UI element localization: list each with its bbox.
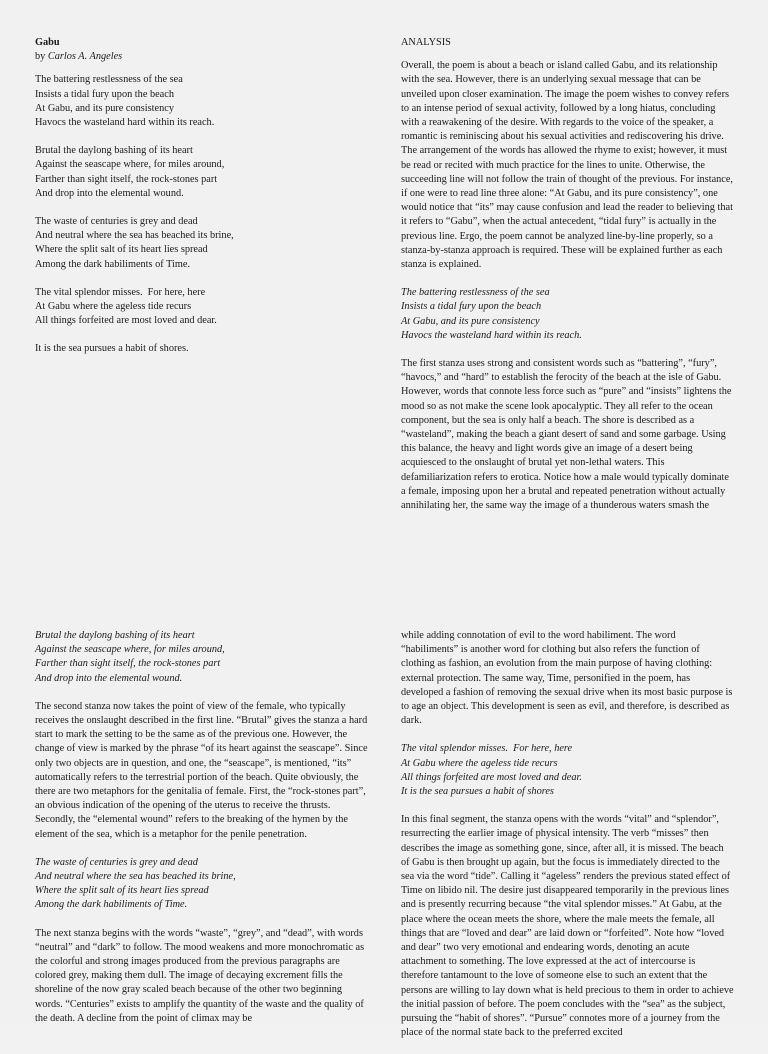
poem-line: It is the sea pursues a habit of shores. (35, 343, 189, 355)
poem-stanza-3 (35, 215, 368, 272)
analysis-column-1 (401, 36, 734, 556)
poem-author: Carlos A. Angeles (47, 51, 123, 63)
analysis-intro: Overall, the poem is about a beach or island called Gabu, and its relationship with the sea. However, there is an underlying sexual message that can be unveiled upon closer examination. The image the poem wishes to convey refers to an intense period of sexual activity, followed by a long hiatus, concluding with a reawakening of the desire. With regards to the voice of the speaker, a romantic is reminiscing about his sexual activities and rediscovering his drive. The arrangement of the words has allowed the rhyme to exist; however, it must be read or recited with much practice for the lines to unite. Otherwise, the succeeding line will not follow the train of thought of the previous. For instance, if one were to read line three alone: “At Gabu, and its pure consistency”, one would notice that “its” may cause confusion and lead the reader to believing that it refers to “Gabu”, when the actual antecedent, “tidal fury” is actually in the previous line. Ergo, the poem cannot be analyzed line-by-line properly, so a stanza-by-stanza approach is required. These will be explained further as each stanza is explained. (401, 60, 734, 271)
quoted-stanza-1 (401, 286, 734, 343)
poem-stanza-2 (35, 144, 368, 201)
quote-line: The vital splendor misses. For here, here (401, 743, 573, 755)
quote-line: It is the sea pursues a habit of shores (401, 786, 554, 798)
analysis-heading: ANALYSIS (401, 37, 451, 48)
quoted-stanza-3 (35, 856, 368, 913)
quote-line: Among the dark habiliments of Time. (35, 899, 188, 911)
poem-line: All things forfeited are most loved and dear. (35, 315, 217, 327)
analysis-column-2 (35, 629, 368, 1040)
quote-line: Insists a tidal fury upon the beach (401, 301, 542, 313)
poem-column (35, 36, 368, 371)
analysis-column-3 (401, 629, 734, 1054)
poem-stanza-5 (35, 342, 368, 356)
poem-stanza-4 (35, 286, 368, 329)
analysis-paragraph-3: The next stanza begins with the words “waste”, “grey”, and “dead”, with words “neutral” and “dark” to follow. The mood weakens and more monochromatic as the colorful and strong images produced from the previous paragraphs are colored grey, making them dull. The image of decaying excrement fills the shoreline of the now gray scaled beach because of the other two beginning words. “Centuries” exists to amplify the quantity of the waste and the quality of the death. A decline from the point of climax may be (35, 927, 365, 1024)
quoted-stanza-4 (401, 742, 734, 799)
poem-line: And neutral where the sea has beached its brine, (35, 230, 234, 242)
poem-stanza-1 (35, 73, 368, 130)
poem-line: Brutal the daylong bashing of its heart (35, 145, 193, 157)
byline-prefix: by (35, 51, 48, 63)
poem-line: Against the seascape where, for miles around, (35, 159, 225, 171)
poem-line: Farther than sight itself, the rock-stones part (35, 173, 218, 185)
quote-line: Havocs the wasteland hard within its reach. (401, 329, 582, 341)
poem-byline (35, 50, 368, 64)
poem-line: Among the dark habiliments of Time. (35, 258, 191, 270)
analysis-paragraph-2: The second stanza now takes the point of view of the female, who typically receives the onslaught described in the first line. “Brutal” gives the stanza a hard start to mark the setting to be the same as of the previous one. However, the change of view is marked by the phrase “of its heart against the seascape”. Since only two objects are in question, and one, the “seascape”, is mentioned, “its” automatically refers to the terrestrial portion of the beach. Quite obviously, the there are two metaphors for the genitalia of female. First, the “rock-stones part”, an obvious indication of the opening of the uterus to receive the thrusts. Secondly, the “elemental wound” refers to the breaking of the hymen by the element of the sea, which is a metaphor for the penile penetration. (35, 700, 368, 840)
quote-line: At Gabu, and its pure consistency (401, 315, 540, 327)
quote-line: Brutal the daylong bashing of its heart (35, 630, 195, 641)
poem-line: Havocs the wasteland hard within its reach. (35, 117, 215, 129)
poem-title: Gabu (35, 37, 60, 48)
quote-line: The waste of centuries is grey and dead (35, 856, 198, 868)
poem-line: At Gabu where the ageless tide recurs (35, 301, 192, 313)
quoted-stanza-2 (35, 629, 368, 686)
quote-line: The battering restlessness of the sea (401, 287, 550, 299)
analysis-paragraph-3-continued: while adding connotation of evil to the word habiliment. The word “habiliments” is another word for clothing but also refers the function of clothing as fashion, an evolution from the main purpose of having clothing: external protection. The same way, Time, personified in the poem, has developed a fashion of removing the sexual drive when its most basic purpose is to age an object. This development is seen as evil, and therefore, is described as dark. (401, 630, 733, 727)
quote-line: Against the seascape where, for miles around, (35, 644, 225, 656)
poem-line: Where the split salt of its heart lies spread (35, 244, 208, 256)
poem-line: The vital splendor misses. For here, here (35, 286, 206, 298)
page-bottom (0, 512, 768, 1039)
quote-line: And drop into the elemental wound. (35, 672, 183, 684)
poem-line: The battering restlessness of the sea (35, 74, 183, 86)
poem-line: The waste of centuries is grey and dead (35, 216, 198, 228)
analysis-paragraph-4: In this final segment, the stanza opens with the words “vital” and “splendor”, resurrecting the earlier image of physical intensity. The verb “misses” then describes the image as something gone, since, after all, it is missed. The beach of Gabu is then brought up again, but the focus is immediately directed to the sea via the word “tide”. Calling it “ageless” renders the previous stated effect of Time on libido nil. The desire just disappeared temporarily in the previous lines and is presently recurring because “the vital splendor misses.” At Gabu, at the place where the ocean meets the shore, where the male meets the female, all things that are “loved and dear” are laid down or “forfeited”. Note how “loved and dear” two very emotional and endearing words, denoting an acute attachment to something. The love expressed at the act of intercourse is therefore tantamount to the love of someone else to such an extent that the persons are willing to lay down what is held precious to them in order to achieve the initial passion of before. The poem concludes with the “sea” as the subject, pursuing the “habit of shores”. “Pursue” connotes more of a journey from the place of the normal state back to the preferred excited (401, 814, 734, 1039)
quote-line: Farther than sight itself, the rock-stones part (35, 658, 221, 670)
page-top (0, 0, 768, 512)
quote-line: At Gabu where the ageless tide recurs (401, 757, 558, 769)
quote-line: Where the split salt of its heart lies spread (35, 885, 209, 897)
poem-line: At Gabu, and its pure consistency (35, 102, 174, 114)
analysis-paragraph-1: The first stanza uses strong and consistent words such as “battering”, “fury”, “havocs,” and “hard” to establish the ferocity of the beach at the isle of Gabu. However, words that connote less force such as “pure” and “insists” lightens the mood so as not make the scene look apocalyptic. They all refer to the ocean component, but the sea is only half a beach. The shore is described as a “wasteland”, making the beach a giant desert of sand and some garbage. Using this balance, the heavy and light words give an image of a desert being acquiesced to the onslaught of brutal yet non-lethal waters. This defamiliarization refers to erotica. Notice how a male would typically dominate a female, imposing upon her a brutal and repeated penetration without actually annihilating her, the same way the image of a thunderous waters smash the (401, 358, 732, 512)
poem-line: Insists a tidal fury upon the beach (35, 88, 174, 100)
poem-line: And drop into the elemental wound. (35, 187, 184, 199)
quote-line: All things forfeited are most loved and dear. (401, 771, 582, 783)
quote-line: And neutral where the sea has beached its brine, (35, 871, 236, 883)
